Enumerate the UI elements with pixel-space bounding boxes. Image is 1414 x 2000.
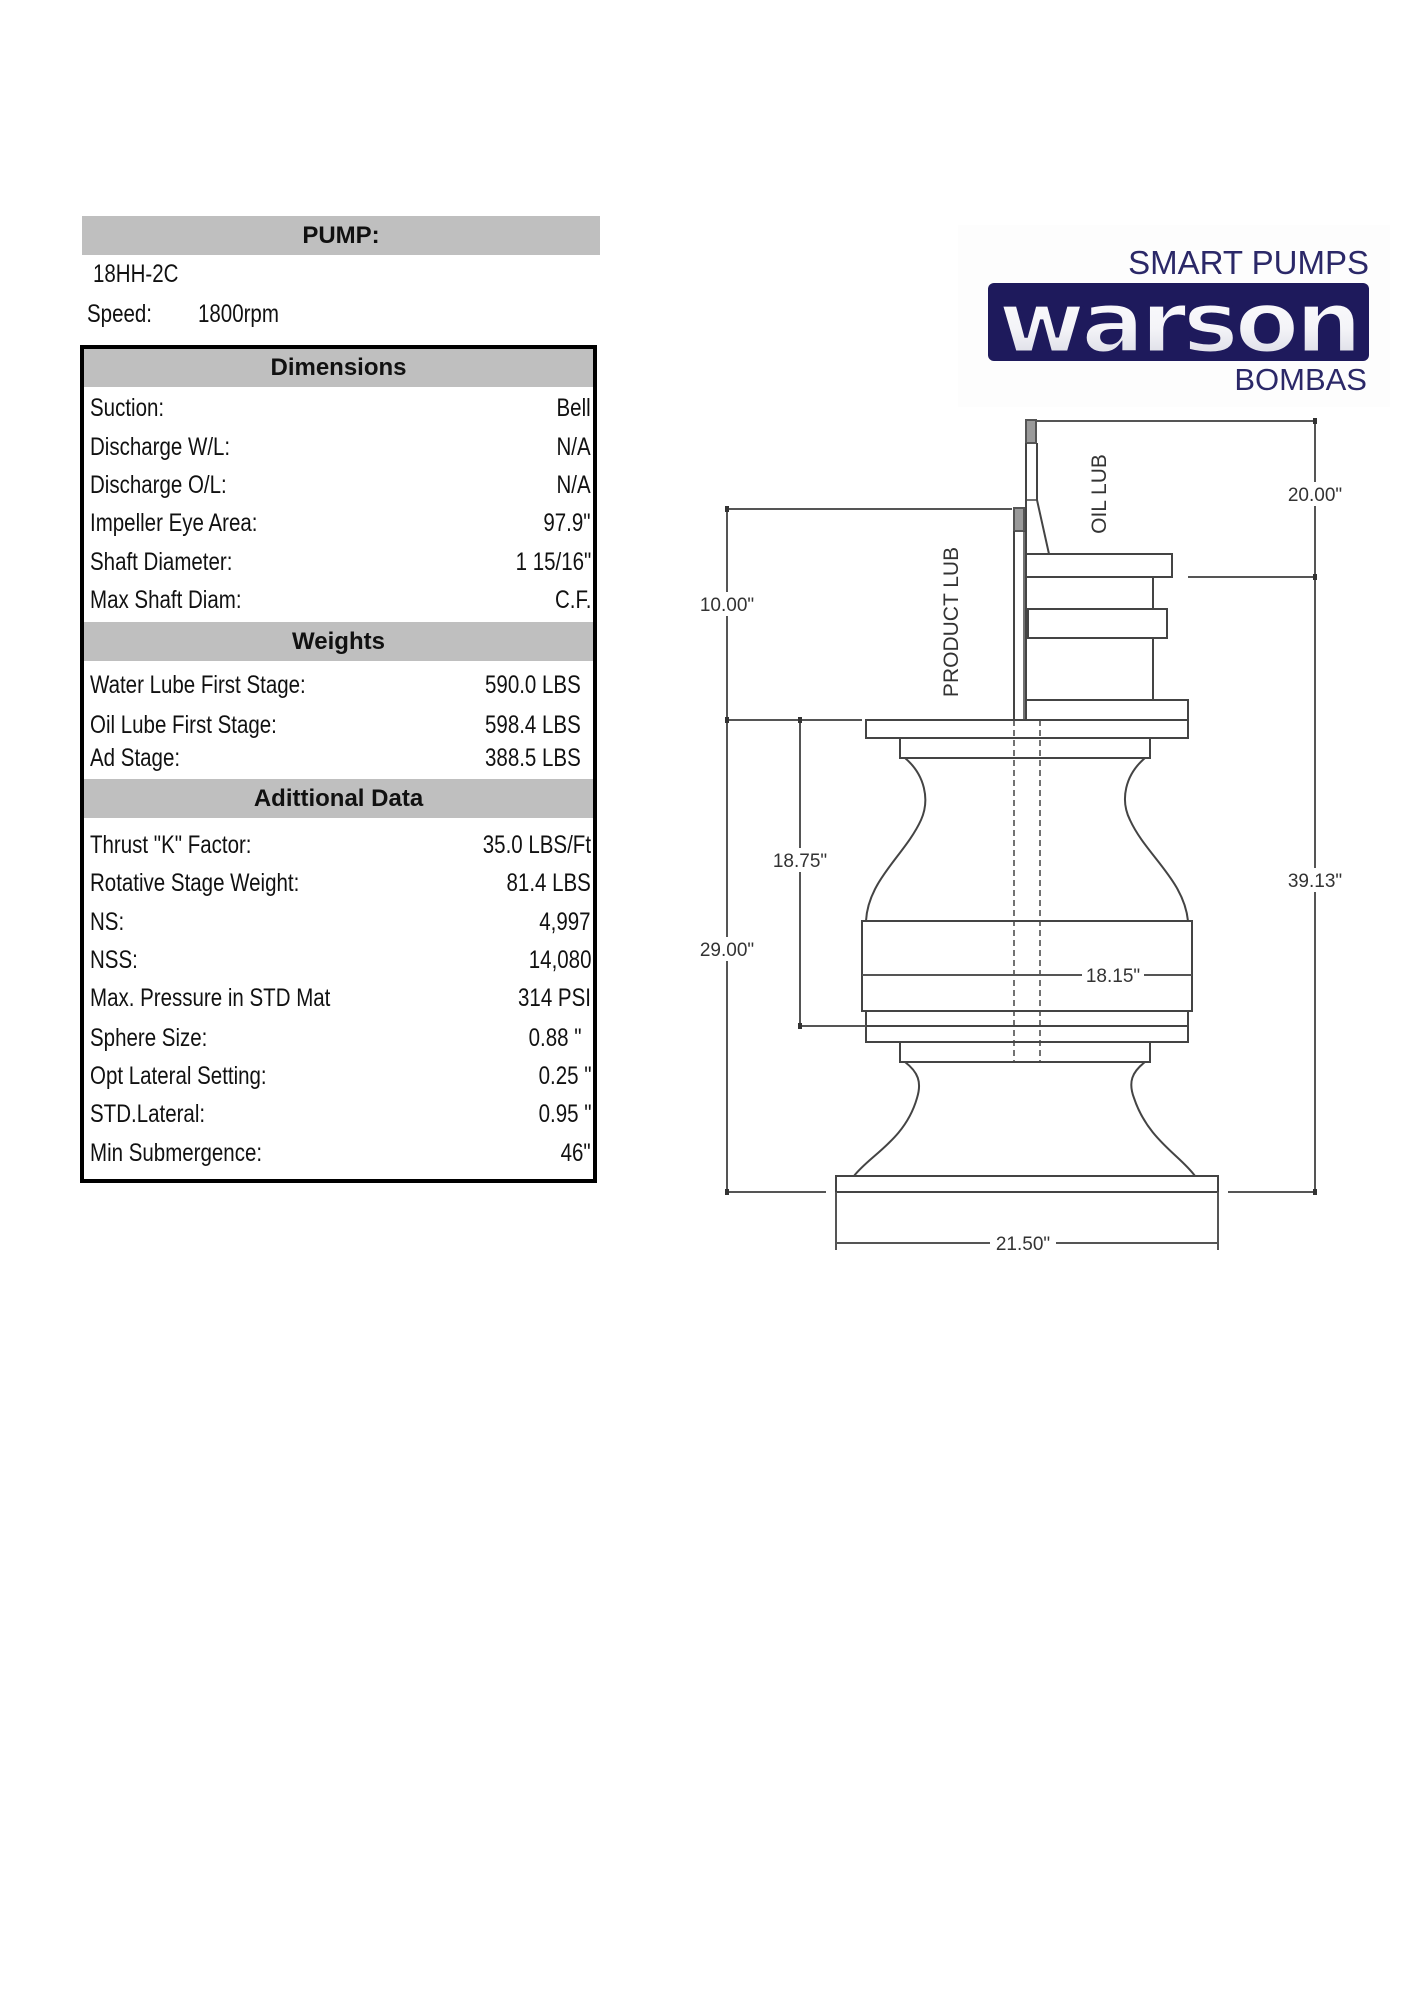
row-value: 4,997	[539, 908, 591, 936]
row-value: 598.4 LBS	[485, 711, 581, 739]
row-label: Ad Stage:	[90, 744, 181, 772]
row-value: 1 15/16"	[515, 548, 591, 576]
row-value: 314 PSI	[518, 984, 591, 1012]
lower-neck	[900, 1042, 1150, 1062]
dimension-lines	[727, 421, 1315, 1250]
row-label: Discharge O/L:	[90, 471, 227, 499]
row-label: Thrust "K" Factor:	[90, 831, 252, 859]
row-value: 35.0 LBS/Ft	[482, 831, 591, 859]
row-value: N/A	[556, 471, 591, 499]
row-label: Sphere Size:	[90, 1024, 208, 1052]
row-value: Bell	[556, 394, 591, 422]
dim-product-height: 10.00"	[699, 595, 755, 616]
logo-tagline-bottom: BOMBAS	[1234, 362, 1367, 397]
row-label: Oil Lube First Stage:	[90, 711, 277, 739]
row-value: C.F.	[554, 586, 591, 614]
flange-lower	[1026, 700, 1188, 720]
flange-middle	[1028, 609, 1167, 638]
row-label: Suction:	[90, 394, 165, 422]
row-value: N/A	[556, 433, 591, 461]
dim-bell-diameter: 21.50"	[995, 1234, 1051, 1255]
row-label: Max Shaft Diam:	[90, 586, 242, 614]
row-label: Rotative Stage Weight:	[90, 869, 300, 897]
bell-right	[1131, 1062, 1195, 1176]
row-value: 14,080	[528, 946, 591, 974]
oil-lub-label: OIL LUB	[1088, 454, 1111, 534]
row-value: 46"	[560, 1139, 591, 1167]
dim-bowl-height: 18.75"	[772, 851, 828, 872]
dimensions-title: Dimensions	[270, 354, 407, 381]
pump-model: 18HH-2C	[93, 260, 179, 288]
upper-neck	[900, 738, 1150, 758]
row-label: Shaft Diameter:	[90, 548, 233, 576]
row-label: Max. Pressure in STD Mat	[90, 984, 331, 1012]
row-label: Min Submergence:	[90, 1139, 263, 1167]
bowl-left	[866, 758, 925, 921]
oil-lub-fitting	[1026, 420, 1036, 443]
weights-title: Weights	[292, 628, 385, 655]
speed-label: Speed:	[87, 300, 152, 328]
product-lub-label: PRODUCT LUB	[940, 546, 963, 698]
row-value: 97.9"	[543, 509, 591, 537]
oil-lub-tube-right	[1037, 443, 1049, 554]
dim-bowl-diameter: 18.15"	[1085, 966, 1141, 987]
bowl-right	[1125, 758, 1188, 921]
bell-left	[854, 1062, 919, 1176]
row-label: Water Lube First Stage:	[90, 671, 306, 699]
row-label: Discharge W/L:	[90, 433, 231, 461]
logo-tagline-top: SMART PUMPS	[1128, 244, 1369, 281]
base-plate	[866, 720, 1188, 738]
row-value: 0.25 "	[538, 1062, 591, 1090]
row-label: Impeller Eye Area:	[90, 509, 258, 537]
dim-top-height: 20.00"	[1287, 485, 1343, 506]
pump-outline	[836, 420, 1218, 1192]
speed-value: 1800rpm	[198, 300, 279, 328]
row-value: 590.0 LBS	[485, 671, 581, 699]
row-value: 0.95 "	[538, 1100, 591, 1128]
flange-top	[1026, 554, 1172, 577]
row-value: 0.88 "	[528, 1024, 581, 1052]
dim-overall-height: 39.13"	[1287, 871, 1343, 892]
row-label: Opt Lateral Setting:	[90, 1062, 267, 1090]
row-label: NS:	[90, 908, 125, 936]
dimension-ticks	[725, 418, 1317, 1195]
logo-brand: warson	[998, 273, 1358, 373]
row-label: STD.Lateral:	[90, 1100, 206, 1128]
pump-header-label: PUMP:	[302, 222, 380, 249]
bowl-ring	[866, 1026, 1188, 1042]
row-value: 388.5 LBS	[485, 744, 581, 772]
dim-lower-height: 29.00"	[699, 940, 755, 961]
product-lub-fitting	[1014, 508, 1024, 531]
row-label: NSS:	[90, 946, 138, 974]
bell-flange	[836, 1176, 1218, 1192]
row-value: 81.4 LBS	[506, 869, 591, 897]
additional-title: Adittional Data	[253, 785, 424, 812]
